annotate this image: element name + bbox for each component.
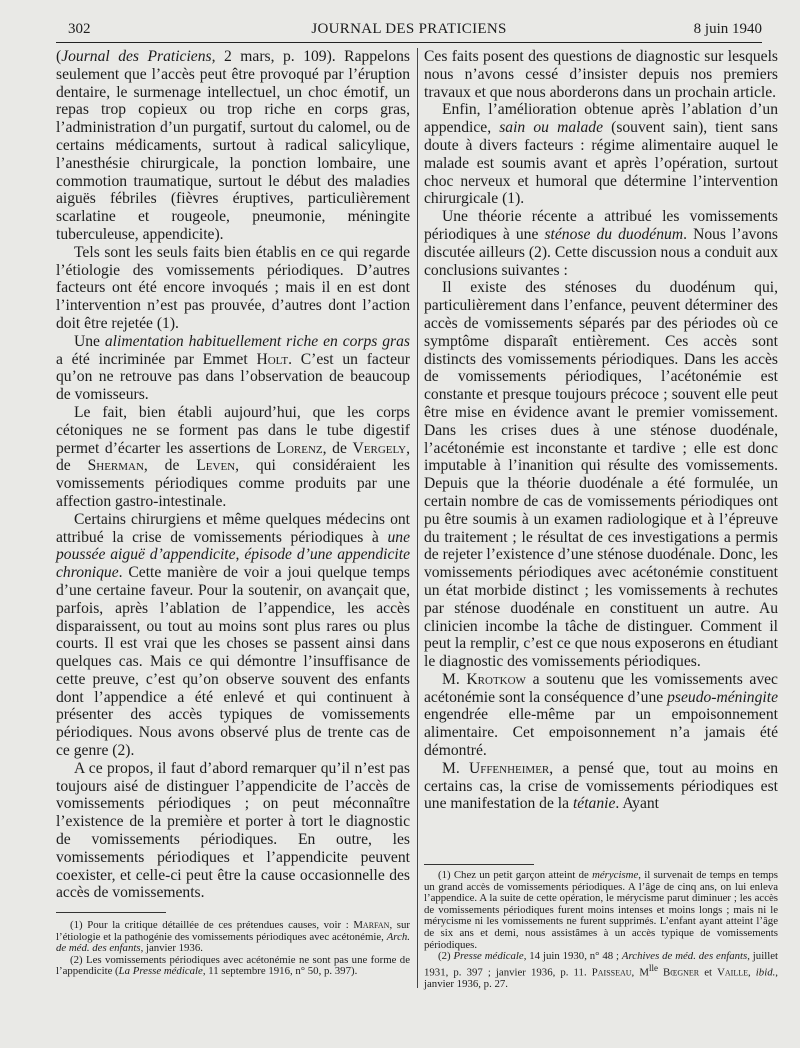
footnotes-left <box>56 920 410 978</box>
paragraph: Enfin, l’amélioration obtenue après l’ablation d’un appendice, sain ou malade (souvent sain), tient sans doute à divers facteurs : régime alimentaire auquel le malade est soumis avant et après l’opération, surtout choc nerveux et humoral que détermine l’intervention chirurgicale (1). <box>424 101 778 208</box>
page-number: 302 <box>68 21 91 37</box>
paragraph: Ces faits posent des questions de diagnostic sur lesquels nous n’avons cessé d’insister depuis nos premiers travaux et que nous aborderons dans un prochain article. <box>424 48 778 101</box>
column-divider <box>417 48 418 988</box>
right-column <box>424 48 778 813</box>
left-column <box>56 48 410 902</box>
footnote: (2) Les vomissements périodiques avec acétonémie ne sont pas une forme de l’appendicite (La Presse médicale, 11 septembre 1916, n° 50, p. 397). <box>56 953 410 978</box>
footnotes-right <box>424 870 778 991</box>
journal-title: JOURNAL DES PRATICIENS <box>311 21 507 37</box>
issue-date: 8 juin 1940 <box>693 21 762 37</box>
footnote-rule <box>56 912 166 913</box>
paragraph: Certains chirurgiens et même quelques médecins ont attribué la crise de vomissements périodiques à une poussée aiguë d’appendicite, épisode d’une appendicite chronique. Cette manière de voir a joui quelque temps d’une certaine faveur. Pour la soutenir, on avançait que, parfois, après l’ablation de l’appendice, les accès disparaissent, ou tout au moins sont plus rares ou plus courts. Il est vrai que les choses se passent ainsi dans quelques cas. Mais ce qui démontre l’insuffisance de cette preuve, c’est qu’on observe souvent des enfants dont l’appendice a été enlevé et qui continuent à présenter des accès typiques de vomissements périodiques. Nous avons observé plus de trente cas de ce genre (2). <box>56 510 410 760</box>
paragraph: Tels sont les seuls faits bien établis en ce qui regarde l’étiologie des vomissements périodiques. D’autres facteurs ont été encore invoqués ; mais il en est dont l’intervention n’est pas prouvée, d’autres dont l’action doit être rejetée (1). <box>56 243 410 332</box>
footnote: (2) Presse médicale, 14 juin 1930, n° 48 ; Archives de méd. des enfants, juillet 1931, p. 397 ; janvier 1936, p. 11. Paisseau, $M^{lle}$ Bœgner et Vaille, ibid., janvier 1936, p. 27. <box>424 950 778 990</box>
paragraph: Une alimentation habituellement riche en corps gras a été incriminée par Emmet Holt. C’est un facteur qu’on ne retrouve pas dans l’observation de beaucoup de vomisseurs. <box>56 332 410 404</box>
paragraph: Il existe des sténoses du duodénum qui, particulièrement dans l’enfance, peuvent déterminer des accès de vomissements séparés par des périodes où ce symptôme disparaît entièrement. Ces accès sont distincts des vomissements périodiques. Dans les accès de vomissements périodiques, l’acétonémie est constante et presque toujours précoce ; souvent elle peut être mise en évidence avant le premier vomissement. Dans les crises dues à une sténose duodénale, l’acétonémie est inconstante et tardive ; elle est donc imputable à l’inanition qui résulte des vomissements. Depuis que la théorie duodénale a été formulée, un certain nombre de cas de vomissements périodiques ont pu être soumis à un examen radiologique et à l’épreuve du traitement ; le résultat de ces investigations a permis de rejeter l’existence d’une sténose duodénale. Donc, les vomissements périodiques avec acétonémie constituent un état morbide distinct ; les vomissements à rechutes par sténose duodénale en constituent un autre. Au clinicien incombe la tâche de distinguer. Comment il peut la remplir, c’est ce que nous exposerons en étudiant le diagnostic des vomissements périodiques. <box>424 279 778 671</box>
footnote: (1) Pour la critique détaillée de ces prétendues causes, voir : Marfan, sur l’étiologie et la pathogénie des vomissements périodiques avec acétonémie, Arch. de méd. des enfants, janvier 1936. <box>56 919 410 955</box>
paragraph: Une théorie récente a attribué les vomissements périodiques à une sténose du duodénum. Nous l’avons discutée ailleurs (2). Cette discussion nous a conduit aux conclusions suivantes : <box>424 208 778 279</box>
paragraph: M. Krotkow a soutenu que les vomissements avec acétonémie sont la conséquence d’une pseudo-méningite engendrée elle-même par un empoisonnement alimentaire. Cet empoisonnement n’a jamais été démontré. <box>424 670 778 760</box>
paragraph: A ce propos, il faut d’abord remarquer qu’il n’est pas toujours aisé de distinguer l’appendicite de l’accès de vomissements périodiques ; on peut méconnaître l’existence de la première et porter à tort le diagnostic de vomissements périodiques. En outre, les vomissements périodiques et l’appendicite peuvent coexister, et celle-ci peut être la cause occasionnelle des accès de vomissements. <box>56 759 410 902</box>
footnote-rule <box>424 864 534 865</box>
paragraph: Le fait, bien établi aujourd’hui, que les corps cétoniques ne se forment pas dans le tube digestif permet d’écarter les assertions de Lorenz, de Vergely, de Sherman, de Leven, qui considéraient les vomissements périodiques comme produits par une affection gastro-intestinale. <box>56 403 410 510</box>
running-header <box>56 20 762 43</box>
footnote: (1) Chez un petit garçon atteint de mérycisme, il survenait de temps en temps un grand accès de vomissements périodiques. A l’âge de cinq ans, on lui enleva l’appendice. A la suite de cette opération, le mérycisme parut diminuer ; les accès de vomissements périodiques furent moins intenses et moins longs ; mais ni le mérycisme ni les vomissements ne furent supprimés. L’enfant ayant atteint l’âge de six ans et demi, nous assistâmes à un accès typique de vomissements périodiques. <box>424 869 778 951</box>
paragraph: (Journal des Praticiens, 2 mars, p. 109). Rappelons seulement que l’accès peut être provoqué par l’éruption dentaire, le surmenage intellectuel, un choc émotif, un repas trop copieux ou trop riche en corps gras, l’administration d’un purgatif, surtout du calomel, ou de certains médicaments, surtout à radical salicylique, l’anesthésie chirurgicale, la ponction lombaire, une commotion traumatique, surtout le début des maladies aiguës fébriles (fièvres éruptives, particulièrement scarlatine et rougeole, pneumonie, méningite tuberculeuse, appendicite). <box>56 48 410 243</box>
paragraph: M. Uffenheimer, a pensé que, tout au moins en certains cas, la crise de vomissements périodiques est une manifestation de la tétanie. Ayant <box>424 759 778 813</box>
